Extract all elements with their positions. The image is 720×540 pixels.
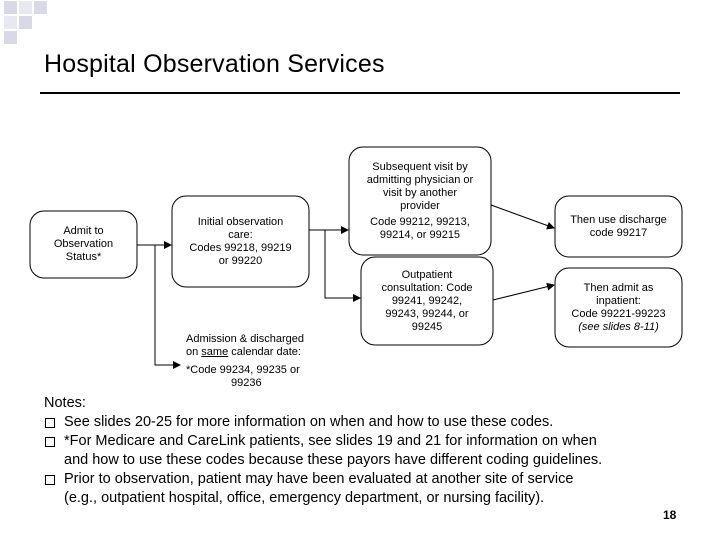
initial-observation-node: Initial observation care: Codes 99218, 99219 or 99220 <box>189 215 292 267</box>
discharge-node: Then use discharge code 99217 <box>570 213 667 239</box>
note-item-continuation: and how to use these codes because these payors have different coding guidelines. <box>64 452 603 468</box>
slide-title: Hospital Observation Services <box>44 50 385 78</box>
admit-inpatient-node: Then admit as inpatient: Code 99221-99223 (see slides 8-11) <box>571 281 666 333</box>
subsequent-visit-node: Subsequent visit by admitting physician or visit by another provider Code 99212, 99213, 99214, or 99215 <box>366 160 474 241</box>
notes-section <box>44 394 684 508</box>
outpatient-consultation-node: Outpatient consultation: Code 99241, 99242, 99243, 99244, or 99245 <box>381 268 473 333</box>
page-number: 18 <box>663 508 677 522</box>
note-item-continuation: (e.g., outpatient hospital, office, emergency department, or nursing facility). <box>64 490 545 506</box>
note-item: See slides 20-25 for more information on when and how to use these codes. <box>44 413 684 432</box>
note-item: *For Medicare and CareLink patients, see slides 19 and 21 for information on when <box>44 432 684 451</box>
square-bullet-icon <box>45 437 55 447</box>
square-bullet-icon <box>45 418 55 428</box>
notes-heading: Notes: <box>44 395 86 411</box>
admit-node: Admit to Observation Status* <box>53 225 114 263</box>
arrow-consult-to-inpatient <box>493 285 554 300</box>
same-day-admission-text: Admission & discharged on same calendar date: *Code 99234, 99235 or 99236 <box>186 333 305 389</box>
note-item: Prior to observation, patient may have been evaluated at another site of service <box>44 470 684 489</box>
arrow-subsequent-to-discharge <box>491 205 554 228</box>
square-bullet-icon <box>45 475 55 485</box>
